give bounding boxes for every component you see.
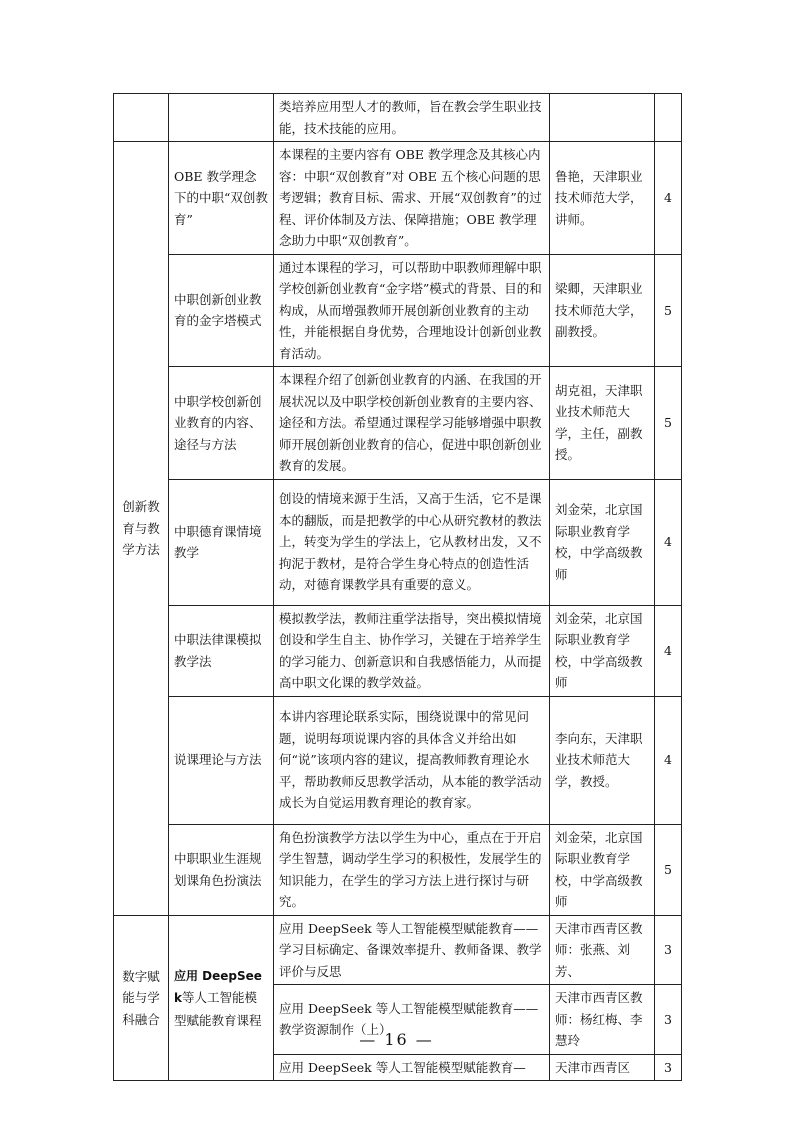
teacher-cell xyxy=(550,94,655,142)
hours-cell: 3 xyxy=(655,915,682,985)
course-content-cell: 本课程介绍了创新创业教育的内涵、在我国的开展状况以及中职学校创新创业教育的主要内容、途径和方法。希望通过课程学习能够增强中职教师开展创新创业教育的信心，促进中职创新创业教育的发展。 xyxy=(274,367,550,480)
hours-cell: 5 xyxy=(655,367,682,480)
teacher-cell: 天津市西青区教师：杨红梅、李慧玲 xyxy=(550,985,655,1055)
table-row xyxy=(114,94,682,142)
category-label: 创新教育与教学方法 xyxy=(122,499,160,557)
course-content-cell: 本课程的主要内容有 OBE 教学理念及其核心内容：中职“双创教育”对 OBE 五个核心问题的思考逻辑；教育目标、需求、开展“双创教育”的过程、评价体制及方法、保障措施；OBE 教学理念助力中职“双创教育”。 xyxy=(274,142,550,255)
table-row xyxy=(114,605,682,696)
teacher-cell: 李向东，天津职业技术师范大学，教授。 xyxy=(550,696,655,824)
category-cell xyxy=(114,94,169,142)
course-content-cell: 应用 DeepSeek 等人工智能模型赋能教育——教学资源制作（上） xyxy=(274,985,550,1055)
teacher-cell: 胡克祖，天津职业技术师范大学，主任，副教授。 xyxy=(550,367,655,480)
course-title-cell: 中职德育课情境教学 xyxy=(169,479,274,605)
teacher-cell: 梁卿，天津职业技术师范大学，副教授。 xyxy=(550,254,655,367)
course-title-cell: 中职学校创新创业教育的内容、途径与方法 xyxy=(169,367,274,480)
course-content-cell: 模拟教学法，教师注重学法指导，突出模拟情境创设和学生自主、协作学习，关键在于培养学生的学习能力、创新意识和自我感悟能力，从而提高中职文化课的教学效益。 xyxy=(274,605,550,696)
teacher-cell: 刘金荣，北京国际职业教育学校，中学高级教师 xyxy=(550,824,655,915)
teacher-cell: 刘金荣，北京国际职业教育学校，中学高级教师 xyxy=(550,479,655,605)
course-table xyxy=(113,93,682,1081)
table-row xyxy=(114,824,682,915)
course-title-cell: 中职法律课模拟教学法 xyxy=(169,605,274,696)
course-content-cell: 应用 DeepSeek 等人工智能模型赋能教育——学习目标确定、备课效率提升、教师备课、教学评价与反思 xyxy=(274,915,550,985)
category-label: 数字赋能与学科融合 xyxy=(122,968,160,1027)
course-content-cell: 应用 DeepSeek 等人工智能模型赋能教育— xyxy=(274,1054,550,1081)
table-row xyxy=(114,479,682,605)
course-content-cell: 角色扮演教学方法以学生为中心，重点在于开启学生智慧，调动学生学习的积极性，发展学生的知识能力，在学生的学习方法上进行探讨与研究。 xyxy=(274,824,550,915)
course-title-cell: 中职创新创业教育的金字塔模式 xyxy=(169,254,274,367)
course-content-cell: 通过本课程的学习，可以帮助中职教师理解中职学校创新创业教育“金字塔”模式的背景、目的和构成，从而增强教师开展创新创业教育的主动性，并能根据自身优势，合理地设计创新创业教育活动。 xyxy=(274,254,550,367)
hours-cell: 4 xyxy=(655,605,682,696)
hours-cell: 3 xyxy=(655,1054,682,1081)
hours-cell: 4 xyxy=(655,479,682,605)
course-title-cell xyxy=(169,915,274,1081)
teacher-cell: 刘金荣，北京国际职业教育学校，中学高级教师 xyxy=(550,605,655,696)
hours-cell: 5 xyxy=(655,254,682,367)
course-title-rest: 等人工智能模型赋能教育课程 xyxy=(174,990,262,1028)
category-cell xyxy=(114,915,169,1081)
category-cell xyxy=(114,142,169,916)
table-row xyxy=(114,254,682,367)
course-title-cell xyxy=(169,94,274,142)
course-title-cell: 说课理论与方法 xyxy=(169,696,274,824)
course-content-cell: 类培养应用型人才的教师，旨在教会学生职业技能，技术技能的应用。 xyxy=(274,94,550,142)
table-row xyxy=(114,915,682,985)
hours-cell xyxy=(655,94,682,142)
hours-cell: 4 xyxy=(655,696,682,824)
teacher-cell: 鲁艳，天津职业技术师范大学，讲师。 xyxy=(550,142,655,255)
table-row xyxy=(114,696,682,824)
hours-cell: 3 xyxy=(655,985,682,1055)
course-title-cell: 中职职业生涯规划课角色扮演法 xyxy=(169,824,274,915)
page-number: — 16 — xyxy=(359,1030,434,1049)
course-content-cell: 创设的情境来源于生活，又高于生活，它不是课本的翻版，而是把教学的中心从研究教材的教法上，转变为学生的学法上，它从教材出发，又不拘泥于教材，是符合学生身心特点的创造性活动，对德育课教学具有重要的意义。 xyxy=(274,479,550,605)
course-title-bold: 应用 DeepSeek xyxy=(174,968,262,1005)
course-content-cell: 本讲内容理论联系实际，围绕说课中的常见问题，说明每项说课内容的具体含义并给出如何“说”该项内容的建议，提高教师教育理论水平，帮助教师反思教学活动，从本能的教学活动成长为自觉运用教育理论的教育家。 xyxy=(274,696,550,824)
course-title-cell: OBE 教学理念下的中职“双创教育” xyxy=(169,142,274,255)
table-row xyxy=(114,142,682,255)
teacher-cell: 天津市西青区教师：张燕、刘芳、 xyxy=(550,915,655,985)
hours-cell: 4 xyxy=(655,142,682,255)
teacher-cell: 天津市西青区 xyxy=(550,1054,655,1081)
hours-cell: 5 xyxy=(655,824,682,915)
table-row xyxy=(114,367,682,480)
